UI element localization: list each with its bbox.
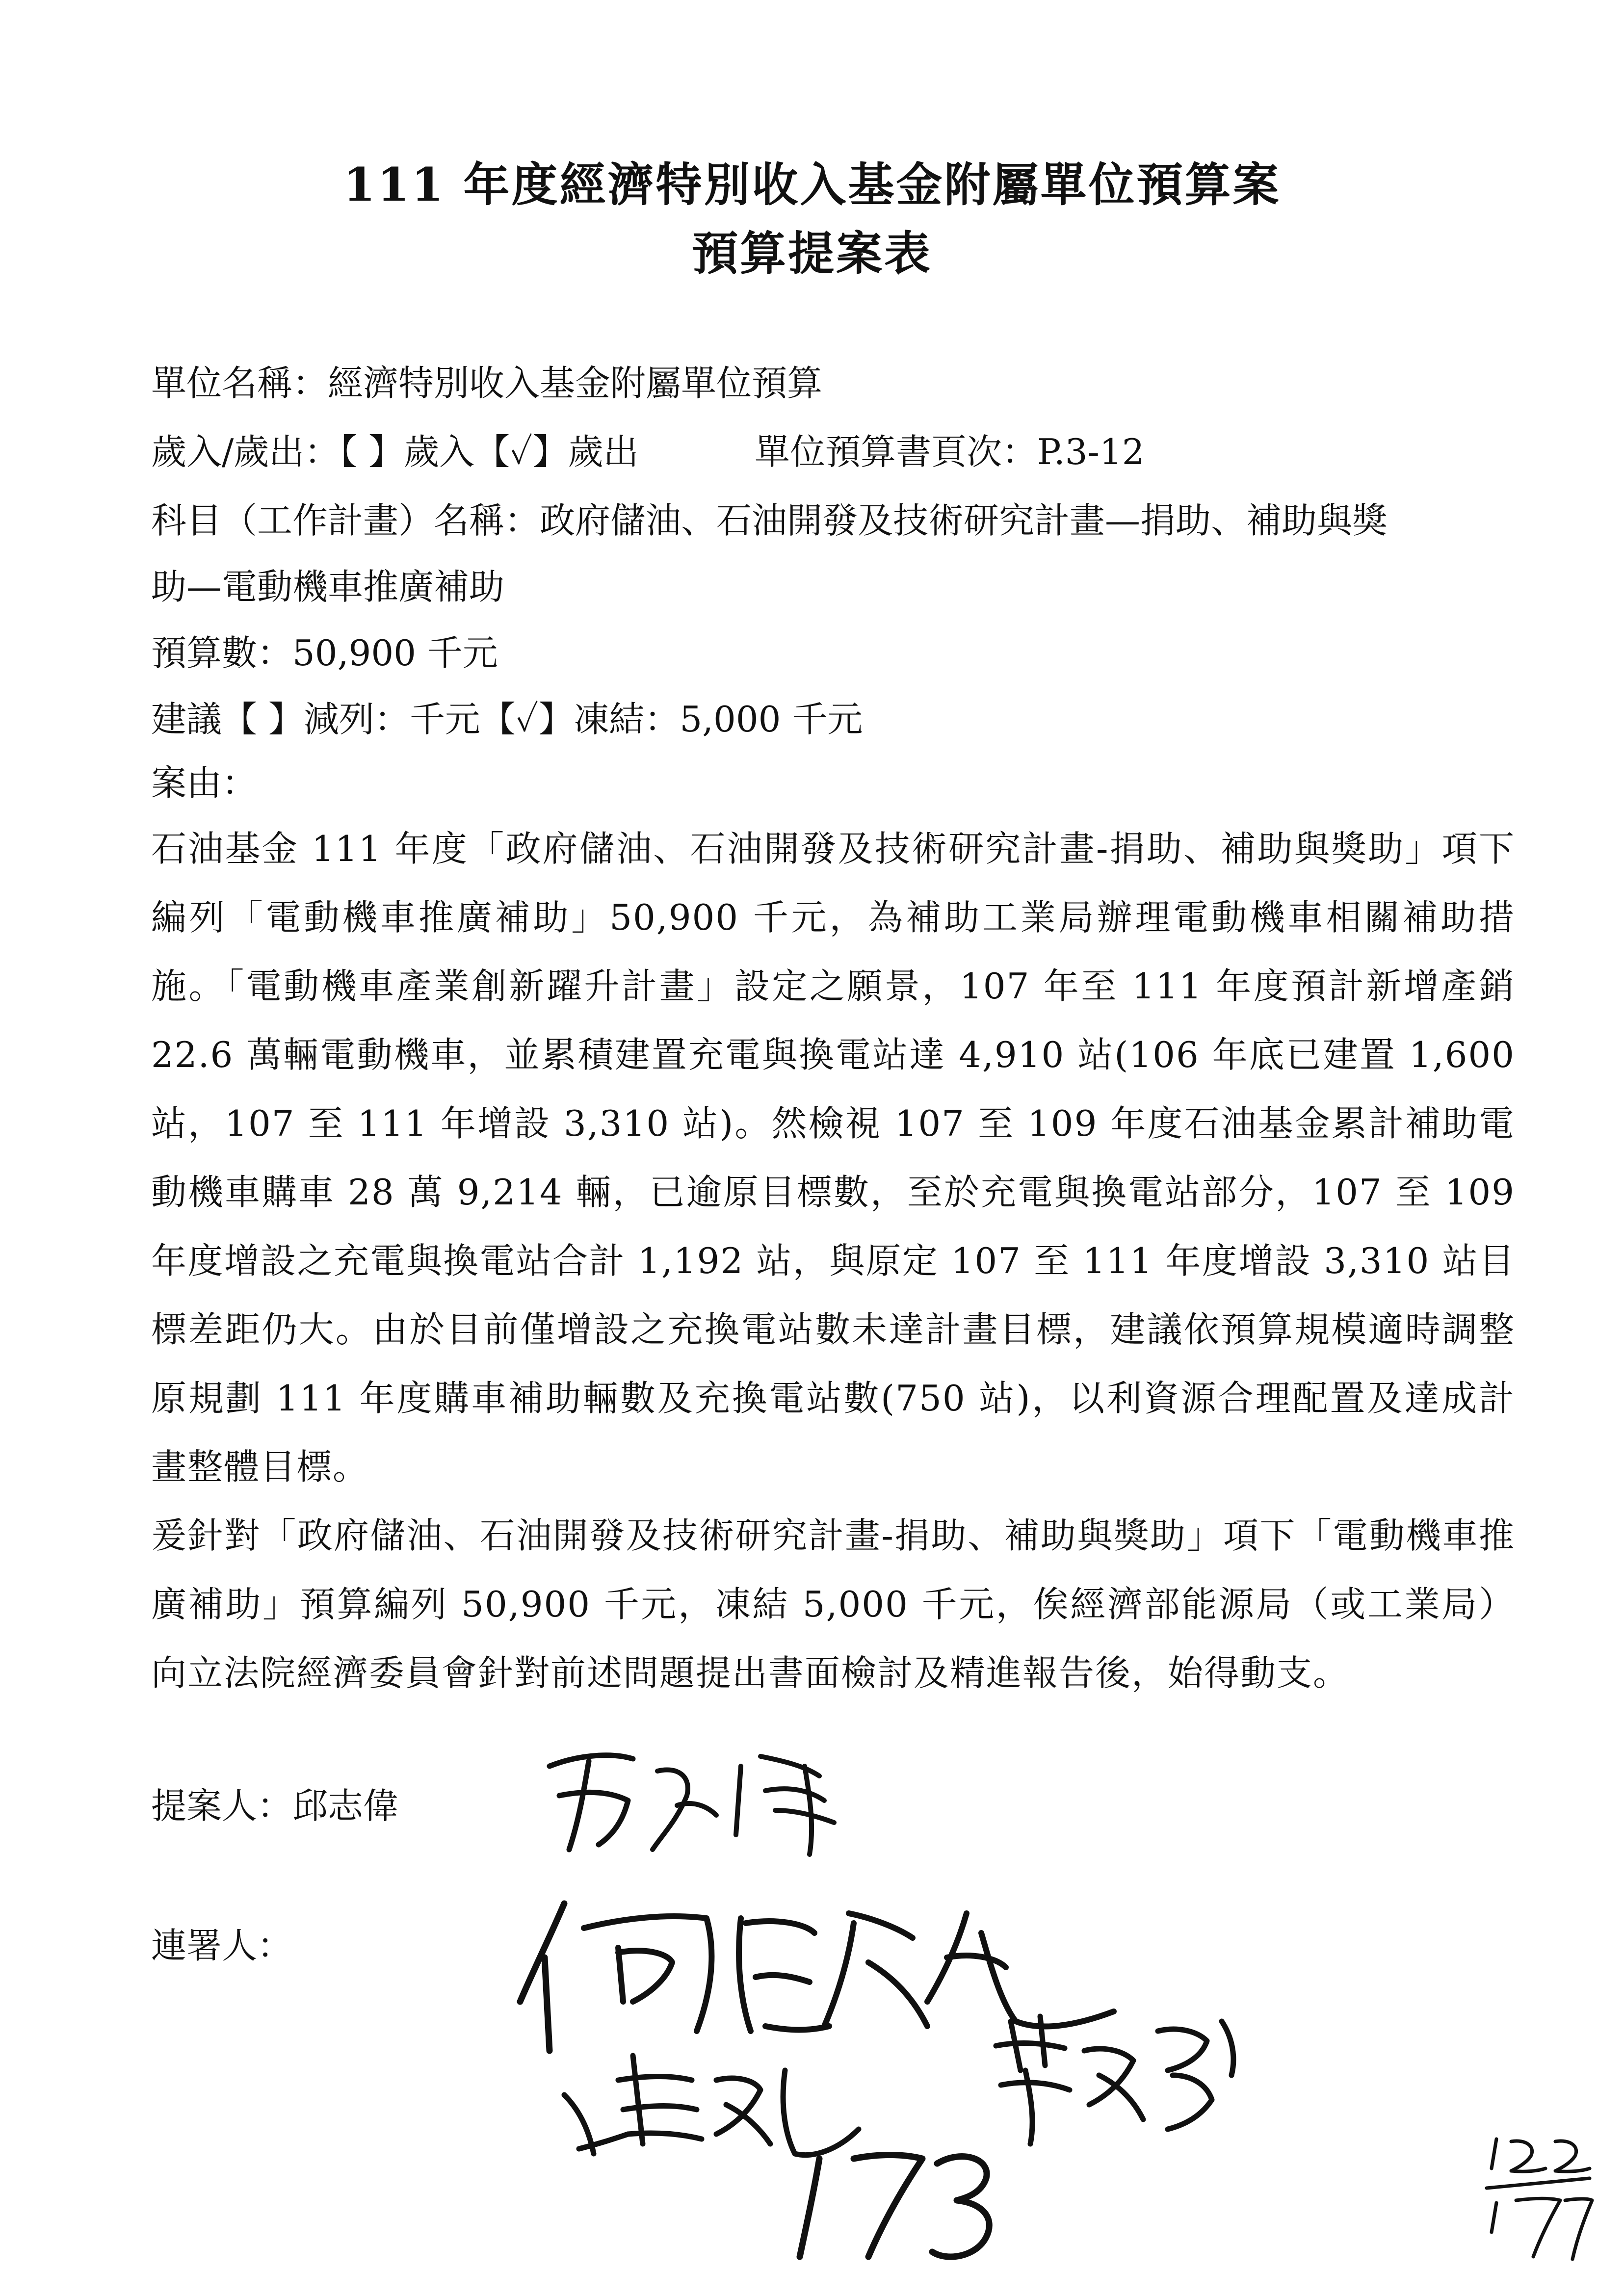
document-title: 111 年度經濟特別收入基金附屬單位預算案 [343,158,1281,212]
proposer: 提案人：邱志偉 [151,1785,399,1826]
reason-paragraph-2: 爰針對「政府儲油、石油開發及技術研究計畫-捐助、補助與獎助」項下「電動機車推廣補助」預算編列 50,900 千元，凍結 5,000 千元，俟經濟部能源局（或工業局）向立法院經濟委員會針對前述問題提出書面檢討及精進報告後，始得動支。 [151,1515,1515,1694]
subject-line-1: 科目（工作計畫）名稱：政府儲油、石油開發及技術研究計畫—捐助、補助與獎 [151,500,1388,541]
handwritten-number-173 [780,2129,1006,2267]
page-number-mark [1477,2119,1595,2267]
cosigner-label: 連署人： [151,1925,293,1966]
proposer-signature [530,1737,883,1864]
subject-line-2: 助—電動機車推廣補助 [151,566,505,607]
unit-name: 單位名稱：經濟特別收入基金附屬單位預算 [151,363,823,404]
revenue-expense-row [151,431,1515,472]
reason-label: 案由： [151,762,258,804]
document-subtitle: 預算提案表 [691,227,932,281]
budget-amount: 預算數：50,900 千元 [151,632,498,674]
revenue-expense: 歲入/歲出：【 】歲入【✓】歲出 [151,431,639,472]
budget-page: 單位預算書頁次：P.3-12 [755,431,1145,472]
cosigner-signature-3 [986,2002,1251,2149]
reason-paragraph-1: 石油基金 111 年度「政府儲油、石油開發及技術研究計畫-捐助、補助與獎助」項下編列「電動機車推廣補助」50,900 千元，為補助工業局辦理電動機車相關補助措施。「電動機車產業創新躍升計畫」設定之願景，107 年至 111 年度預計新增產銷 22.6 萬輛電動機車，並累積建置充電與換電站達 4,910 站(106 年底已建置 1,600 站，107 至 111 年增設 3,310 站)。然檢視 107 至 109 年度石油基金累計補助電動機車購車 28 萬 9,214 輛，已逾原目標數，至於充電與換電站部分，107 至 109 年度增設之充電與換電站合計 1,192 站，與原定 107 至 111 年度增設 3,310 站目標差距仍大。由於目前僅增設之充換電站數未達計畫目標，建議依預算規模適時調整原規劃 111 年度購車補助輛數及充換電站數(750 站)，以利資源合理配置及達成計畫整體目標。 [151,828,1515,1487]
suggestion: 建議【 】減列：千元【✓】凍結：5,000 千元 [151,699,863,740]
